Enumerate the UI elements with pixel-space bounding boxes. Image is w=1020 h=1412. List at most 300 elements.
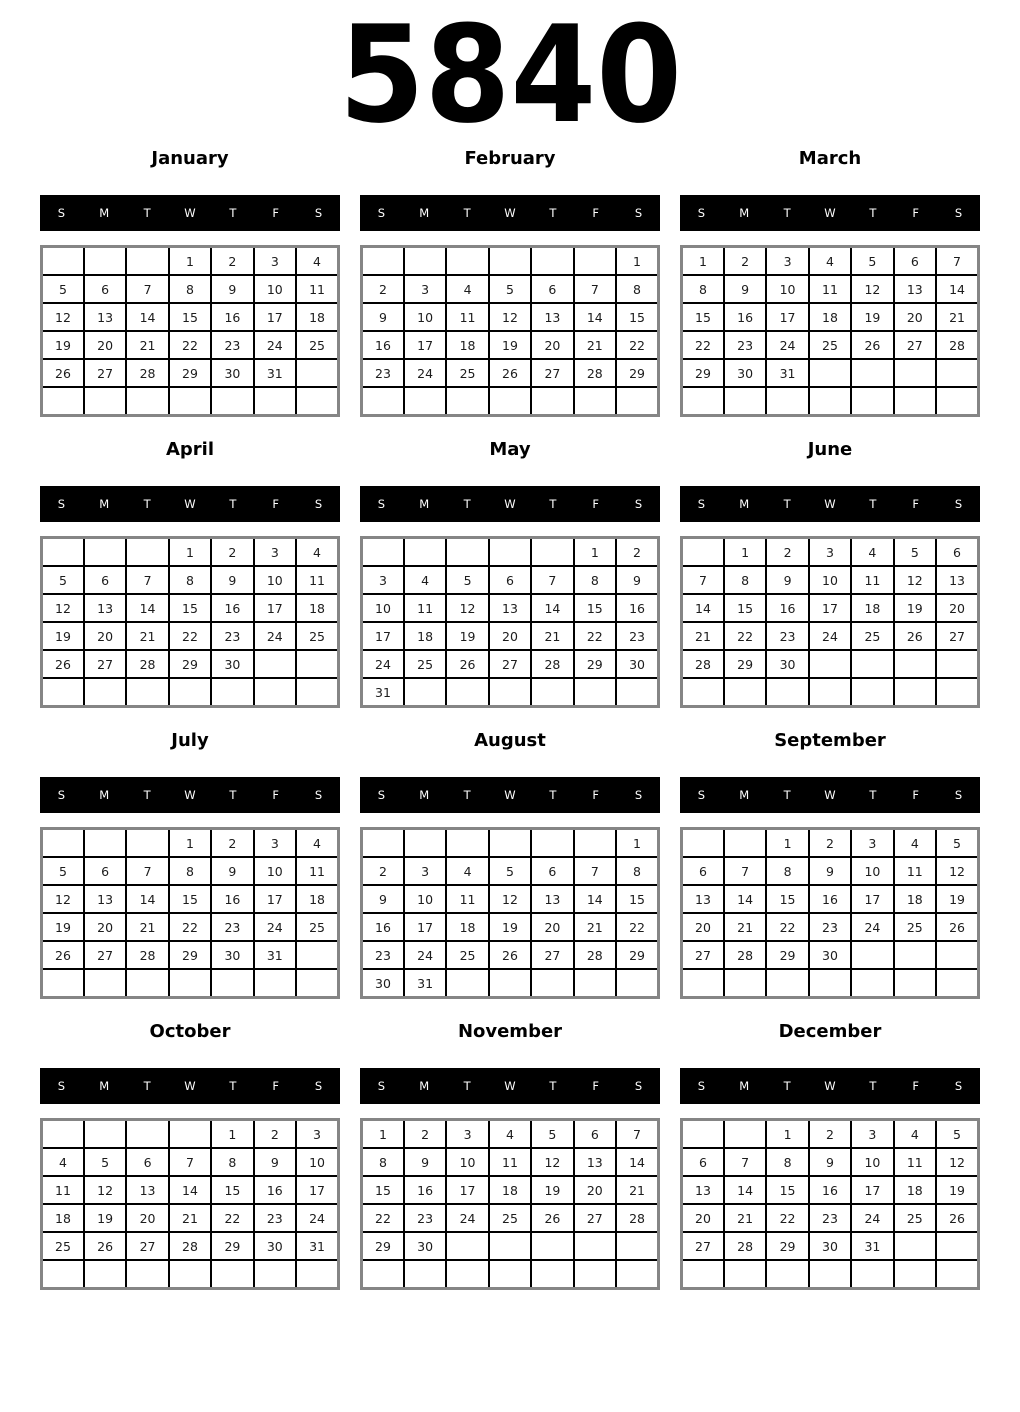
empty-day-cell [851,387,893,416]
day-cell: 24 [851,1204,893,1232]
day-cell: 11 [296,857,338,885]
weekday-bar [40,1068,340,1104]
day-cell: 18 [296,885,338,913]
weekday-label: M [99,1079,110,1093]
day-cell: 28 [531,650,573,678]
day-cell: 21 [126,913,168,941]
empty-day-cell [84,678,126,707]
day-cell: 7 [126,566,168,594]
empty-day-cell [809,359,851,387]
empty-day-cell [404,829,446,858]
weekday-label: S [634,1079,643,1093]
weekday-label: S [377,1079,386,1093]
day-cell: 2 [211,538,253,567]
day-cell: 8 [724,566,766,594]
weekday-label: T [463,497,471,511]
empty-day-cell [169,1260,211,1289]
day-cell: 12 [531,1148,573,1176]
day-cell: 7 [531,566,573,594]
empty-day-cell [42,247,84,276]
day-cell: 20 [84,622,126,650]
weekday-label: M [99,206,110,220]
day-cell: 2 [404,1120,446,1149]
week-row [682,678,979,707]
day-cell: 3 [851,829,893,858]
empty-day-cell [682,829,724,858]
day-cell: 1 [169,538,211,567]
day-cell: 10 [296,1148,338,1176]
empty-day-cell [851,1260,893,1289]
day-cell: 14 [616,1148,658,1176]
day-cell: 14 [682,594,724,622]
day-cell: 5 [531,1120,573,1149]
day-cell: 11 [296,275,338,303]
weekday-label: S [314,206,323,220]
weekday-label: S [954,1079,963,1093]
day-cell: 3 [254,829,296,858]
day-cell: 11 [296,566,338,594]
day-cell: 6 [126,1148,168,1176]
week-row [682,885,979,913]
day-cell: 25 [42,1232,84,1260]
day-cell: 14 [169,1176,211,1204]
day-cell: 4 [894,1120,936,1149]
day-cell: 14 [531,594,573,622]
day-cell: 7 [126,275,168,303]
weekday-label: M [419,206,430,220]
empty-day-cell [766,1260,808,1289]
day-cell: 21 [531,622,573,650]
weekday-label: W [824,206,836,220]
day-cell: 5 [851,247,893,276]
day-cell: 23 [362,359,404,387]
month-name: February [464,148,556,169]
day-cell: 5 [894,538,936,567]
month-name: May [489,439,531,460]
month-grid [680,245,980,417]
empty-day-cell [851,650,893,678]
day-cell: 28 [724,1232,766,1260]
week-row [42,1260,339,1289]
day-cell: 29 [211,1232,253,1260]
months-grid [0,142,1020,1290]
empty-day-cell [169,678,211,707]
empty-day-cell [894,678,936,707]
empty-day-cell [682,678,724,707]
empty-day-cell [126,387,168,416]
day-cell: 18 [446,331,488,359]
day-cell: 27 [894,331,936,359]
day-cell: 12 [489,303,531,331]
weekday-label: T [783,1079,791,1093]
day-cell: 1 [211,1120,253,1149]
week-row [42,594,339,622]
day-cell: 23 [809,1204,851,1232]
day-cell: 26 [851,331,893,359]
empty-day-cell [766,678,808,707]
week-row [362,331,659,359]
day-cell: 21 [126,622,168,650]
weekday-label: S [377,497,386,511]
day-cell: 13 [936,566,978,594]
day-cell: 3 [404,857,446,885]
day-cell: 11 [446,303,488,331]
day-cell: 19 [42,331,84,359]
day-cell: 7 [574,275,616,303]
day-cell: 27 [84,359,126,387]
empty-day-cell [936,650,978,678]
day-cell: 19 [42,622,84,650]
day-cell: 16 [211,885,253,913]
day-cell: 1 [169,247,211,276]
empty-day-cell [574,387,616,416]
day-cell: 28 [574,359,616,387]
day-cell: 9 [616,566,658,594]
empty-day-cell [766,969,808,998]
empty-day-cell [126,247,168,276]
day-cell: 16 [724,303,766,331]
weekday-label: S [377,206,386,220]
empty-day-cell [894,650,936,678]
day-cell: 26 [489,359,531,387]
empty-day-cell [531,678,573,707]
day-cell: 22 [169,331,211,359]
weekday-label: S [57,497,66,511]
day-cell: 22 [169,913,211,941]
weekday-label: M [739,1079,750,1093]
week-row [42,303,339,331]
week-row [682,331,979,359]
week-row [42,1232,339,1260]
month-block-september [680,724,980,999]
week-row [42,913,339,941]
week-row [362,913,659,941]
day-cell: 26 [42,650,84,678]
day-cell: 4 [404,566,446,594]
day-cell: 5 [936,829,978,858]
empty-day-cell [362,1260,404,1289]
weekday-label: S [57,788,66,802]
weekday-bar [680,486,980,522]
day-cell: 7 [682,566,724,594]
day-cell: 26 [489,941,531,969]
day-cell: 10 [809,566,851,594]
day-cell: 8 [766,1148,808,1176]
empty-day-cell [809,678,851,707]
empty-day-cell [616,969,658,998]
day-cell: 2 [211,247,253,276]
week-row [362,594,659,622]
empty-day-cell [296,387,338,416]
day-cell: 25 [809,331,851,359]
week-row [682,622,979,650]
day-cell: 27 [531,941,573,969]
day-cell: 5 [936,1120,978,1149]
empty-day-cell [446,1232,488,1260]
weekday-label: W [184,497,196,511]
week-row [42,650,339,678]
day-cell: 14 [936,275,978,303]
weekday-label: T [143,1079,151,1093]
empty-day-cell [489,387,531,416]
day-cell: 22 [211,1204,253,1232]
day-cell: 23 [211,913,253,941]
day-cell: 29 [616,941,658,969]
week-row [682,275,979,303]
week-row [362,566,659,594]
day-cell: 27 [574,1204,616,1232]
weekday-label: F [592,788,600,802]
month-grid [360,1118,660,1290]
day-cell: 2 [766,538,808,567]
day-cell: 27 [682,941,724,969]
day-cell: 28 [936,331,978,359]
day-cell: 24 [809,622,851,650]
empty-day-cell [211,678,253,707]
empty-day-cell [362,538,404,567]
day-cell: 28 [574,941,616,969]
weekday-label: S [57,206,66,220]
day-cell: 23 [766,622,808,650]
week-row [42,566,339,594]
empty-day-cell [296,650,338,678]
day-cell: 22 [169,622,211,650]
empty-day-cell [84,247,126,276]
weekday-bar [680,1068,980,1104]
week-row [362,303,659,331]
day-cell: 18 [489,1176,531,1204]
week-row [362,1204,659,1232]
empty-day-cell [894,1232,936,1260]
empty-day-cell [489,969,531,998]
day-cell: 11 [489,1148,531,1176]
day-cell: 3 [254,538,296,567]
day-cell: 29 [766,1232,808,1260]
empty-day-cell [574,969,616,998]
week-row [362,387,659,416]
empty-day-cell [126,678,168,707]
week-row [362,538,659,567]
day-cell: 16 [766,594,808,622]
month-name: December [778,1021,882,1042]
weekday-label: F [912,497,920,511]
day-cell: 13 [531,885,573,913]
day-cell: 4 [446,857,488,885]
empty-day-cell [126,1120,168,1149]
day-cell: 22 [682,331,724,359]
day-cell: 13 [84,885,126,913]
day-cell: 15 [616,303,658,331]
day-cell: 30 [362,969,404,998]
day-cell: 21 [936,303,978,331]
day-cell: 27 [936,622,978,650]
day-cell: 16 [809,1176,851,1204]
day-cell: 4 [809,247,851,276]
day-cell: 21 [724,1204,766,1232]
empty-day-cell [489,538,531,567]
day-cell: 13 [84,594,126,622]
day-cell: 8 [616,857,658,885]
empty-day-cell [84,1120,126,1149]
week-row [682,1148,979,1176]
empty-day-cell [126,829,168,858]
day-cell: 21 [574,331,616,359]
weekday-label: T [783,788,791,802]
day-cell: 19 [894,594,936,622]
week-row [362,247,659,276]
day-cell: 20 [936,594,978,622]
month-block-may [360,433,660,708]
day-cell: 9 [766,566,808,594]
day-cell: 9 [809,1148,851,1176]
day-cell: 8 [362,1148,404,1176]
month-block-august [360,724,660,999]
month-block-january [40,142,340,417]
day-cell: 24 [446,1204,488,1232]
empty-day-cell [894,1260,936,1289]
day-cell: 17 [296,1176,338,1204]
day-cell: 10 [851,857,893,885]
week-row [682,303,979,331]
day-cell: 10 [254,275,296,303]
week-row [362,650,659,678]
weekday-label: F [592,1079,600,1093]
day-cell: 20 [682,913,724,941]
empty-day-cell [404,678,446,707]
day-cell: 15 [211,1176,253,1204]
day-cell: 18 [42,1204,84,1232]
weekday-bar [40,486,340,522]
day-cell: 23 [404,1204,446,1232]
day-cell: 20 [682,1204,724,1232]
day-cell: 3 [766,247,808,276]
weekday-label: F [272,497,280,511]
empty-day-cell [446,387,488,416]
day-cell: 17 [404,331,446,359]
empty-day-cell [936,1232,978,1260]
empty-day-cell [84,1260,126,1289]
day-cell: 15 [616,885,658,913]
empty-day-cell [84,969,126,998]
day-cell: 16 [211,303,253,331]
empty-day-cell [894,359,936,387]
day-cell: 2 [724,247,766,276]
month-block-february [360,142,660,417]
day-cell: 20 [84,913,126,941]
day-cell: 12 [936,857,978,885]
day-cell: 1 [766,829,808,858]
day-cell: 5 [42,275,84,303]
empty-day-cell [894,969,936,998]
day-cell: 3 [809,538,851,567]
day-cell: 1 [169,829,211,858]
day-cell: 6 [84,857,126,885]
day-cell: 27 [84,941,126,969]
weekday-label: M [419,1079,430,1093]
day-cell: 30 [404,1232,446,1260]
weekday-label: W [824,497,836,511]
empty-day-cell [446,829,488,858]
empty-day-cell [446,538,488,567]
day-cell: 28 [616,1204,658,1232]
day-cell: 19 [42,913,84,941]
weekday-label: T [783,206,791,220]
weekday-label: S [697,788,706,802]
day-cell: 31 [296,1232,338,1260]
day-cell: 26 [531,1204,573,1232]
day-cell: 11 [42,1176,84,1204]
week-row [682,1176,979,1204]
week-row [362,1148,659,1176]
weekday-label: F [272,788,280,802]
empty-day-cell [254,650,296,678]
weekday-label: M [419,497,430,511]
empty-day-cell [254,678,296,707]
day-cell: 3 [446,1120,488,1149]
weekday-label: S [314,1079,323,1093]
month-grid [40,245,340,417]
day-cell: 26 [936,913,978,941]
year-value: 5840 [338,0,682,153]
day-cell: 19 [489,331,531,359]
day-cell: 14 [126,303,168,331]
empty-day-cell [531,247,573,276]
empty-day-cell [126,969,168,998]
day-cell: 15 [724,594,766,622]
day-cell: 22 [724,622,766,650]
week-row [362,622,659,650]
day-cell: 24 [404,359,446,387]
day-cell: 11 [809,275,851,303]
day-cell: 5 [84,1148,126,1176]
empty-day-cell [724,387,766,416]
day-cell: 12 [42,885,84,913]
empty-day-cell [404,538,446,567]
day-cell: 28 [724,941,766,969]
empty-day-cell [809,1260,851,1289]
empty-day-cell [42,1120,84,1149]
day-cell: 30 [809,1232,851,1260]
day-cell: 10 [404,303,446,331]
empty-day-cell [851,941,893,969]
day-cell: 27 [531,359,573,387]
empty-day-cell [531,829,573,858]
weekday-label: F [912,206,920,220]
empty-day-cell [724,1120,766,1149]
day-cell: 30 [809,941,851,969]
month-grid [40,536,340,708]
day-cell: 6 [936,538,978,567]
day-cell: 18 [296,303,338,331]
day-cell: 20 [531,913,573,941]
day-cell: 20 [531,331,573,359]
weekday-bar [680,777,980,813]
day-cell: 26 [42,941,84,969]
day-cell: 17 [851,1176,893,1204]
day-cell: 9 [211,857,253,885]
weekday-label: T [783,497,791,511]
month-block-november [360,1015,660,1290]
empty-day-cell [616,1260,658,1289]
empty-day-cell [574,1232,616,1260]
weekday-bar [360,486,660,522]
day-cell: 29 [169,359,211,387]
empty-day-cell [531,1232,573,1260]
day-cell: 9 [362,885,404,913]
week-row [362,359,659,387]
weekday-label: S [697,1079,706,1093]
day-cell: 31 [362,678,404,707]
